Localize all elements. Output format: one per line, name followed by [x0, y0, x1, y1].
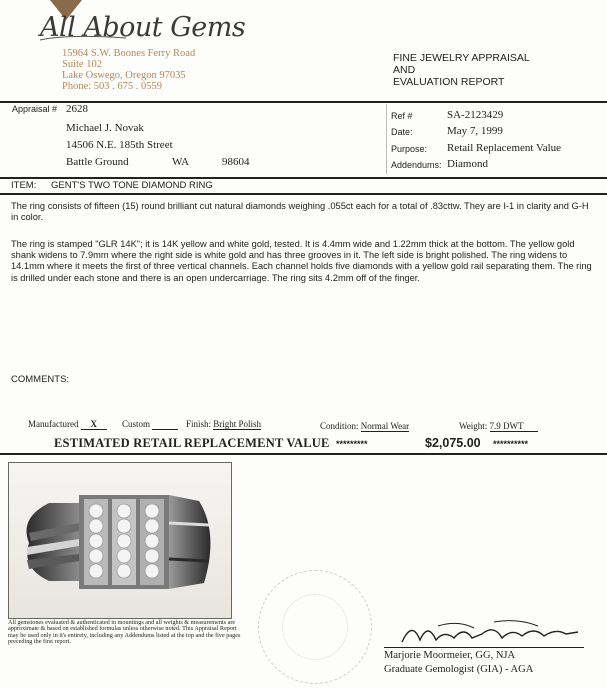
condition-label: Condition: [320, 421, 359, 431]
appraisal-number-label: Appraisal # [12, 104, 58, 114]
ring-illustration-icon [9, 463, 231, 618]
finish-group [186, 419, 261, 429]
ring-photo [8, 462, 232, 619]
client-name: Michael J. Novak [66, 122, 144, 134]
weight-group [459, 421, 538, 432]
condition-group [320, 421, 409, 431]
date-value: May 7, 1999 [447, 125, 503, 137]
embossed-seal-inner-icon [282, 594, 348, 660]
client-zip: 98604 [222, 156, 250, 168]
details-row [28, 419, 107, 430]
report-title [393, 52, 530, 88]
estimated-value-amount: $2,075.00 [425, 436, 481, 450]
company-logo-name: All About Gems [40, 12, 246, 43]
item-value: GENT'S TWO TONE DIAMOND RING [51, 180, 213, 191]
phone-line: Phone: 503 . 675 . 0559 [62, 81, 163, 92]
addendums-label: Addendums: [391, 160, 442, 170]
comments-label: COMMENTS: [11, 374, 70, 385]
value-bottom-rule [0, 453, 607, 455]
appraiser-signature-icon [398, 616, 582, 650]
report-title-line-2: AND [393, 64, 416, 76]
item-top-rule [0, 177, 607, 179]
client-street: 14506 N.E. 185th Street [66, 139, 173, 151]
signature-line [384, 647, 584, 648]
purpose-value: Retail Replacement Value [447, 142, 562, 154]
address-line-2: Suite 102 [62, 59, 102, 70]
ref-block-divider [386, 104, 387, 174]
ref-value: SA-2123429 [447, 109, 504, 121]
value-stars-right: ********** [493, 439, 529, 449]
finish-label: Finish: [186, 419, 212, 429]
appraisal-number: 2628 [66, 103, 88, 115]
disclaimer-text: All gemstones evaluated & authenticated in mountings and all weights & measurements are approximate & based on established formulas unless otherwise noted. This Appraisal Report may be used only in it's entirety, including any Addendums listed at the top and the five pages preceding the first report. [8, 619, 241, 646]
item-label: ITEM: [11, 180, 37, 191]
estimated-value-label: ESTIMATED RETAIL REPLACEMENT VALUE [54, 436, 330, 450]
appraiser-name: Marjorie Moormeier, GG, NJA [384, 650, 516, 661]
report-title-line-1: FINE JEWELRY APPRAISAL [393, 52, 530, 64]
ref-label: Ref # [391, 111, 413, 121]
manufactured-label: Manufactured [28, 419, 79, 429]
client-city: Battle Ground [66, 156, 129, 168]
address-line-1: 15964 S.W. Boones Ferry Road [62, 48, 196, 59]
report-title-line-3: EVALUATION REPORT [393, 76, 505, 88]
address-line-3: Lake Oswego, Oregon 97035 [62, 70, 186, 81]
value-stars-left: ********* [336, 439, 368, 449]
weight-label: Weight: [459, 421, 488, 431]
appraiser-title: Graduate Gemologist (GIA) - AGA [384, 664, 534, 675]
condition-value: Normal Wear [360, 421, 410, 431]
logo-swash-icon [38, 34, 128, 44]
manufactured-value: X [81, 419, 107, 430]
purpose-label: Purpose: [391, 144, 428, 154]
client-state: WA [172, 156, 190, 168]
date-label: Date: [391, 127, 413, 137]
item-bottom-rule [0, 193, 607, 195]
custom-label: Custom [122, 419, 151, 429]
weight-value: 7.9 DWT [490, 421, 538, 432]
finish-value: Bright Polish [213, 419, 262, 429]
header-divider [0, 101, 607, 103]
custom-group [122, 419, 178, 430]
custom-value [152, 419, 178, 430]
description-paragraph-2: The ring is stamped "GLR 14K"; it is 14K yellow and white gold, tested. It is 4.4mm wide and 1.22mm thick at the bottom. The yellow gold shank widens to 7.9mm where the right side is white gold and has three grooves in it. The left side is bright polished. The ring widens to 14.1mm where it meets the first of three vertical channels. Each channel holds five diamonds with a yellow gold rail separating them. The ring is drilled under each stone and there is an open undercarriage. The ring sits 4.2mm off of the finger. [11, 239, 592, 283]
addendums-value: Diamond [447, 158, 488, 170]
description-paragraph-1: The ring consists of fifteen (15) round brilliant cut natural diamonds weighing .055ct each for a total of .83cttw. They are I-1 in clarity and G-H in color. [11, 201, 589, 223]
